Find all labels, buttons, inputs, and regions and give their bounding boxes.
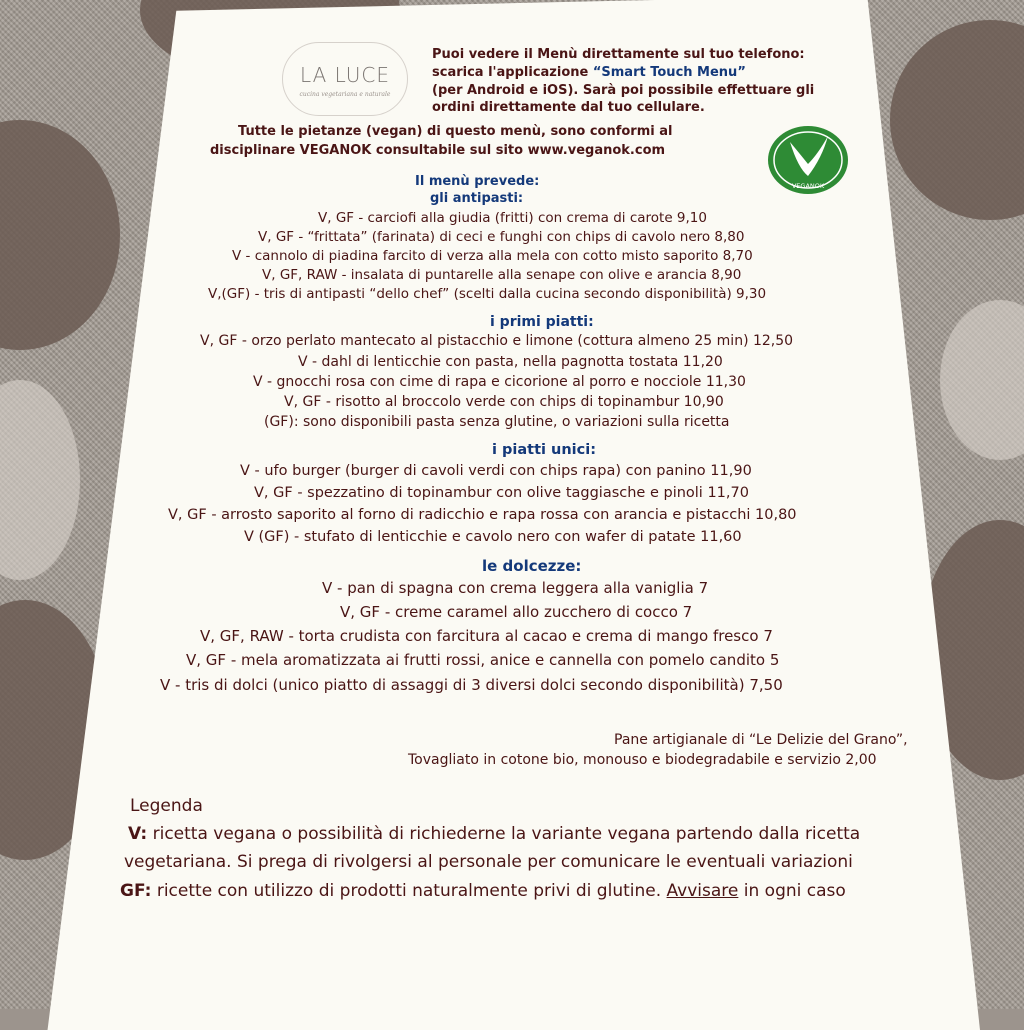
veganok-line1: Tutte le pietanze (vegan) di questo menù, sono conformi al — [238, 124, 673, 139]
legend-v-line1 — [128, 824, 860, 844]
primi-item: V - gnocchi rosa con cime di rapa e cicorione al porro e nocciole 11,30 — [253, 374, 746, 390]
antipasti-item: V,(GF) - tris di antipasti “dello chef” (scelti dalla cucina secondo disponibilità) 9,30 — [208, 286, 767, 302]
unici-item: V, GF - arrosto saporito al forno di radicchio e rapa rossa con arancia e pistacchi 10,80 — [168, 507, 797, 523]
dolcezze-item: V, GF - creme caramel allo zucchero di cocco 7 — [340, 603, 693, 621]
primi-item: V - dahl di lenticchie con pasta, nella pagnotta tostata 11,20 — [298, 354, 723, 370]
app-info-line3: (per Android e iOS). Sarà poi possibile effettuare gli — [432, 83, 815, 98]
legend-gf-notice: Avvisare — [666, 881, 739, 901]
app-info-line1: Puoi vedere il Menù direttamente sul tuo telefono: — [432, 47, 805, 62]
antipasti-item: V, GF - “frittata” (farinata) di ceci e funghi con chips di cavolo nero 8,80 — [258, 229, 745, 245]
legend-v-line2: vegetariana. Si prega di rivolgersi al personale per comunicare le eventuali variazioni — [124, 852, 853, 872]
menu-intro: Il menù prevede: — [415, 174, 540, 189]
dolcezze-item: V - pan di spagna con crema leggera alla vaniglia 7 — [322, 579, 709, 597]
footer-service: Tovagliato in cotone bio, monouso e biodegradabile e servizio 2,00 — [408, 752, 877, 768]
unici-item: V, GF - spezzatino di topinambur con olive taggiasche e pinoli 11,70 — [254, 485, 749, 501]
app-info-text: scarica l'applicazione — [432, 65, 593, 80]
section-title-dolcezze: le dolcezze: — [482, 557, 582, 575]
footer-bread: Pane artigianale di “Le Delizie del Grano”, — [614, 732, 908, 748]
primi-item: V, GF - orzo perlato mantecato al pistacchio e limone (cottura almeno 25 min) 12,50 — [200, 333, 794, 349]
app-name: “Smart Touch Menu” — [592, 65, 746, 80]
legend-v-text: ricetta vegana o possibilità di richiederne la variante vegana partendo dalla ricetta — [147, 824, 861, 844]
veganok-badge-text: VEGANOK — [791, 182, 825, 190]
app-info-line4: ordini direttamente dal tuo cellulare. — [432, 100, 705, 115]
antipasti-item: V - cannolo di piadina farcito di verza alla mela con cotto misto saporito 8,70 — [232, 248, 753, 264]
cloth-pattern-shape — [0, 120, 120, 350]
primi-item: V, GF - risotto al broccolo verde con chips di topinambur 10,90 — [284, 394, 724, 410]
section-title-primi: i primi piatti: — [490, 314, 594, 330]
dolcezze-item: V, GF, RAW - torta crudista con farcitura al cacao e crema di mango fresco 7 — [200, 627, 773, 645]
unici-item: V - ufo burger (burger di cavoli verdi con chips rapa) con panino 11,90 — [240, 463, 752, 479]
legend-v-key: V: — [128, 824, 148, 844]
legend-gf-key: GF: — [120, 881, 152, 901]
restaurant-name: LA LUCE — [299, 63, 391, 87]
dolcezze-item: V - tris di dolci (unico piatto di assaggi di 3 diversi dolci secondo disponibilità) 7,50 — [160, 676, 783, 694]
section-title-unici: i piatti unici: — [492, 442, 597, 458]
legend-title: Legenda — [130, 796, 203, 816]
restaurant-tagline: cucina vegetariana e naturale — [299, 91, 391, 98]
section-title-antipasti: gli antipasti: — [430, 191, 524, 206]
legend-gf-line — [120, 881, 846, 901]
unici-item: V (GF) - stufato di lenticchie e cavolo nero con wafer di patate 11,60 — [244, 529, 742, 545]
cloth-pattern-shape — [940, 300, 1024, 460]
cloth-pattern-shape — [0, 380, 80, 580]
app-info-line2 — [432, 65, 746, 80]
veganok-badge-icon — [766, 124, 850, 196]
legend-gf-text: ricette con utilizzo di prodotti naturalmente privi di glutine. — [151, 881, 667, 901]
primi-item: (GF): sono disponibili pasta senza glutine, o variazioni sulla ricetta — [264, 414, 730, 430]
legend-gf-tail: in ogni caso — [738, 881, 846, 901]
antipasti-item: V, GF - carciofi alla giudia (fritti) con crema di carote 9,10 — [318, 210, 707, 226]
dolcezze-item: V, GF - mela aromatizzata ai frutti rossi, anice e cannella con pomelo candito 5 — [186, 651, 780, 669]
antipasti-item: V, GF, RAW - insalata di puntarelle alla senape con olive e arancia 8,90 — [262, 267, 742, 283]
restaurant-logo — [282, 42, 408, 116]
veganok-line2: disciplinare VEGANOK consultabile sul sito www.veganok.com — [210, 143, 666, 158]
cloth-pattern-shape — [890, 20, 1024, 220]
